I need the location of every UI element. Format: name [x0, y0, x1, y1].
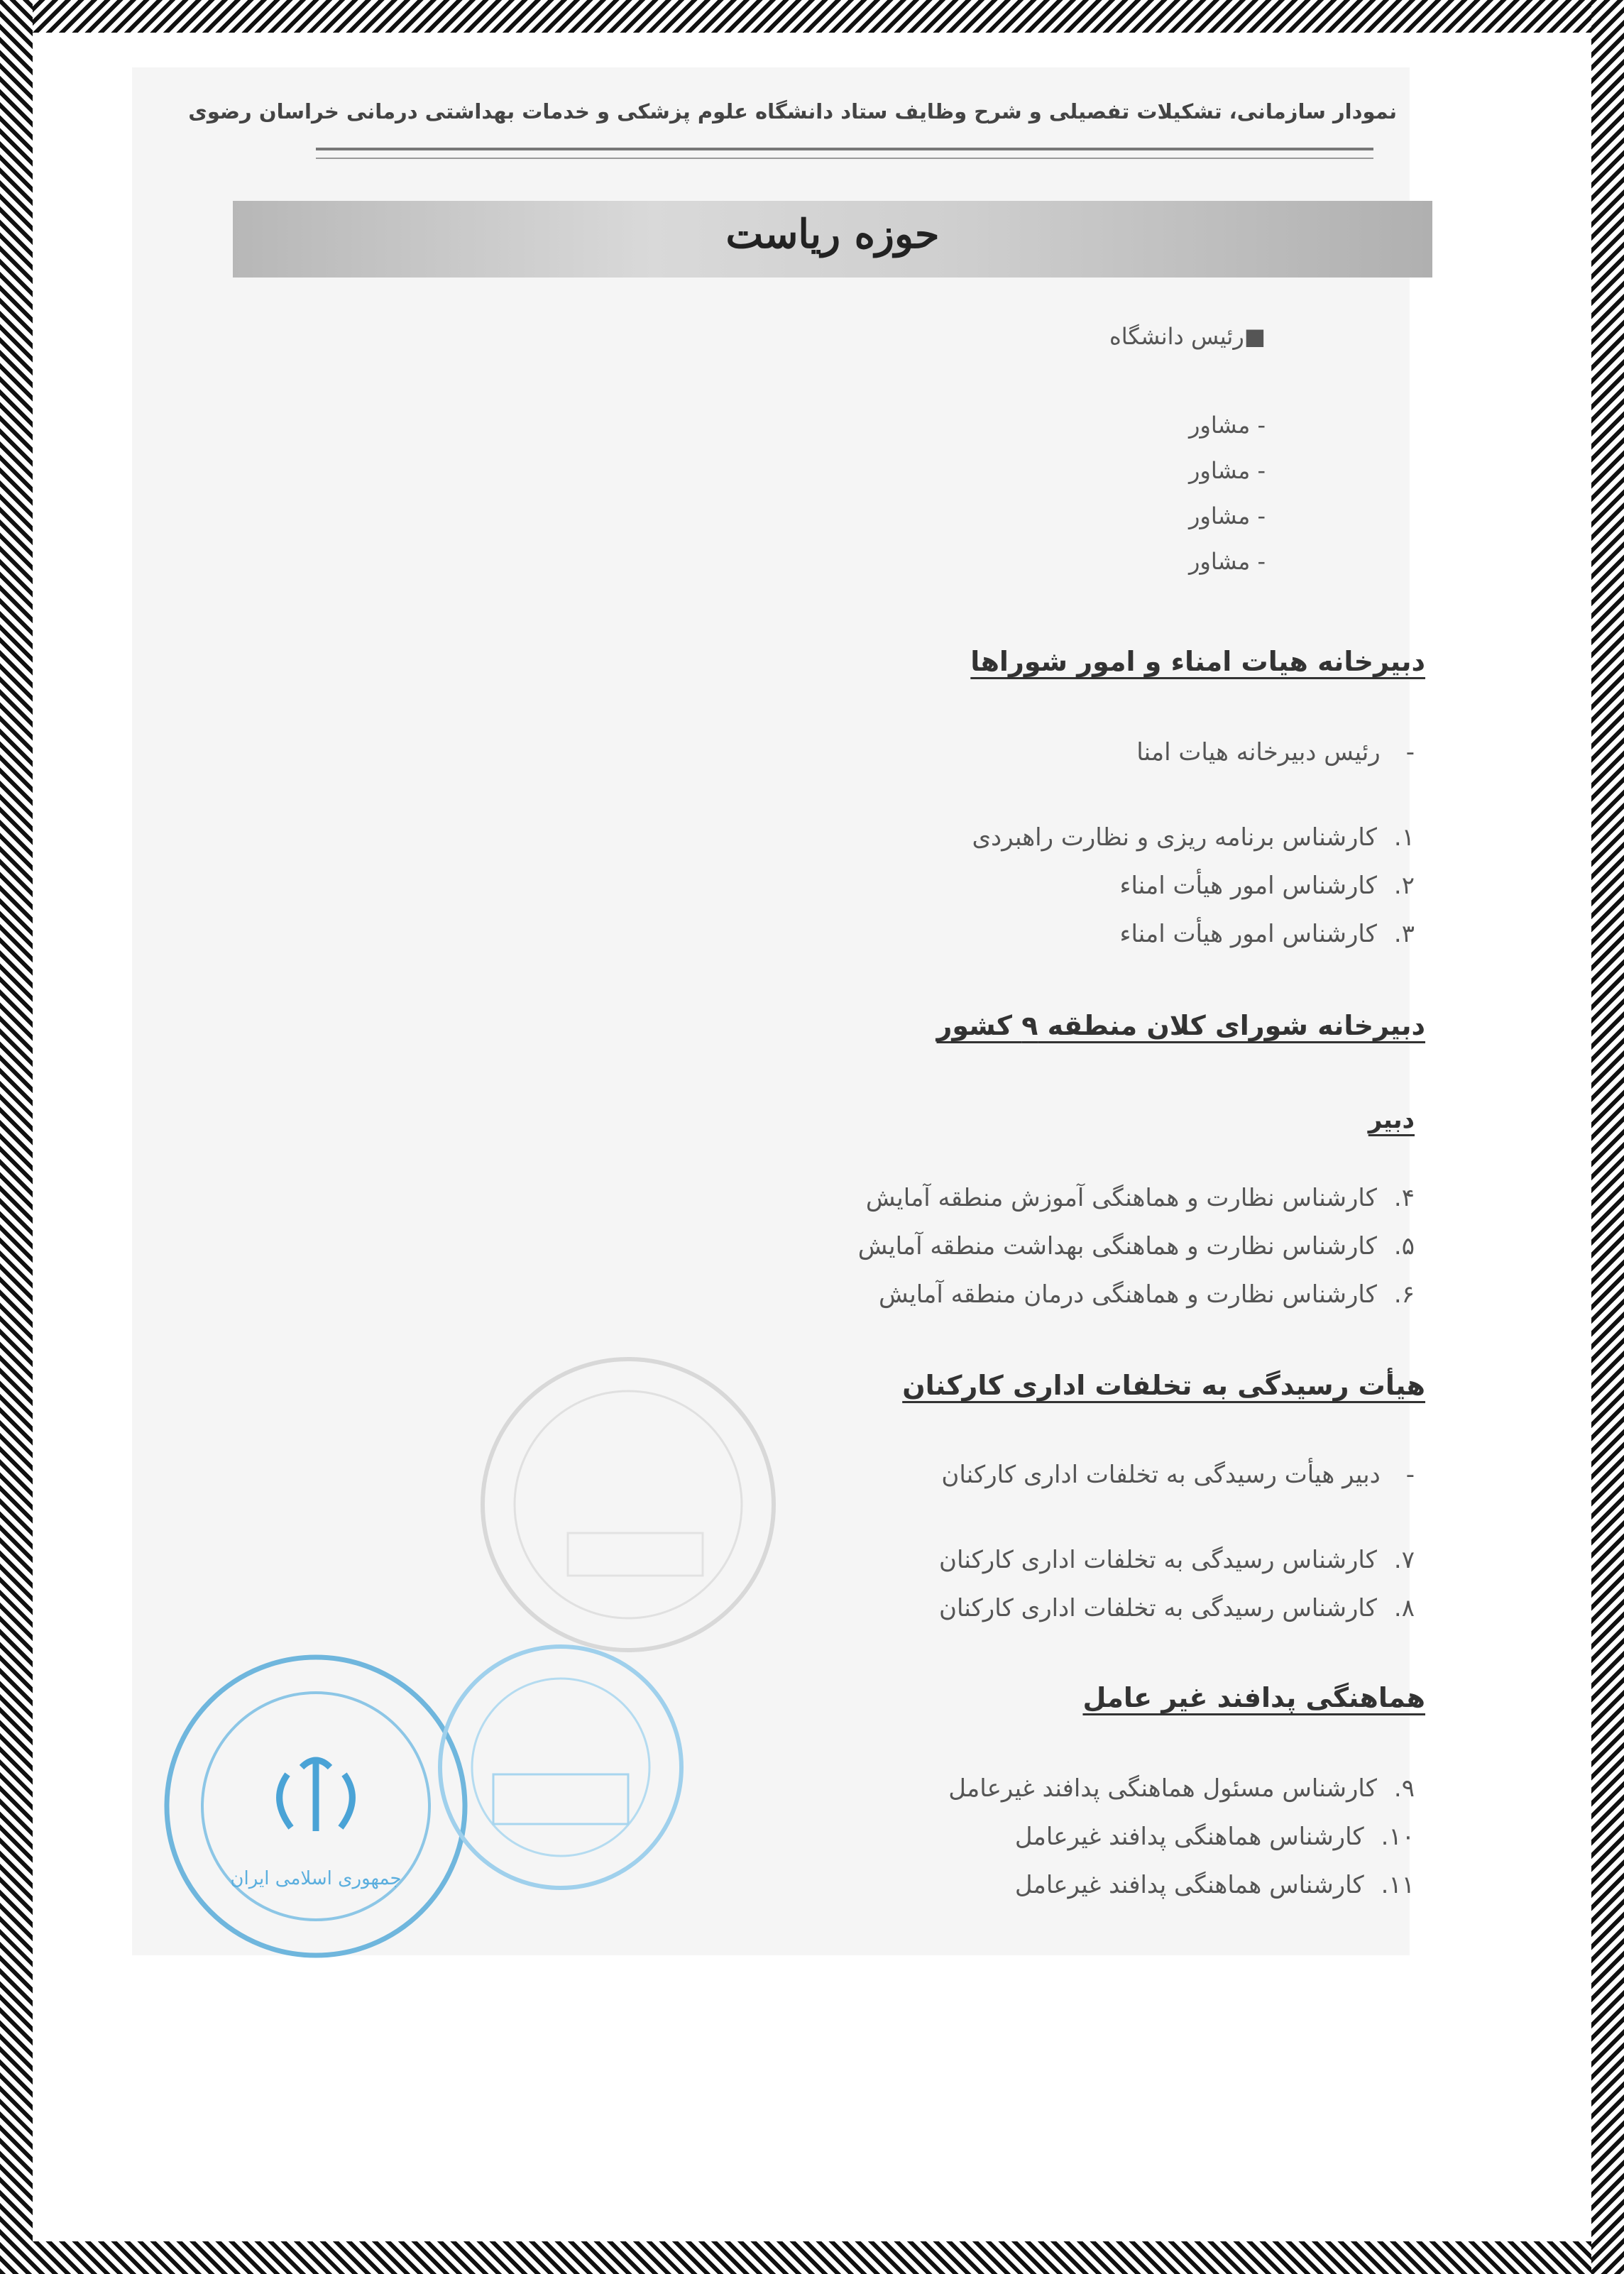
list-item: [879, 1280, 1415, 1309]
bullet-dash: -: [1405, 1461, 1415, 1489]
section-subheading-secretary: دبیر: [1368, 1106, 1415, 1134]
item-text: کارشناس رسیدگی به تخلفات اداری کارکنان: [939, 1546, 1377, 1574]
item-number: ۳.: [1393, 920, 1415, 948]
page-border-top: [0, 0, 1624, 33]
item-number: ۱۰.: [1381, 1823, 1415, 1851]
page-border-right: [1591, 0, 1624, 2274]
item-text: کارشناس امور هیأت امناء: [1119, 920, 1377, 948]
president-label: [1109, 323, 1266, 350]
item-number: ۱.: [1393, 823, 1415, 852]
item-text: کارشناس نظارت و هماهنگی درمان منطقه آمایش: [878, 1280, 1377, 1309]
list-item: [858, 1232, 1415, 1260]
list-item: [866, 1184, 1415, 1212]
section-bullet: [1136, 738, 1415, 767]
bullet-text: رئیس دبیرخانه هیات امنا: [1136, 738, 1381, 767]
item-text: کارشناس نظارت و هماهنگی آموزش منطقه آمایش: [865, 1184, 1377, 1212]
page-border-bottom: [0, 2241, 1624, 2274]
item-number: ۲.: [1393, 872, 1415, 900]
list-item: [972, 823, 1415, 852]
item-text: کارشناس مسئول هماهنگی پدافند غیرعامل: [948, 1774, 1377, 1803]
item-text: کارشناس هماهنگی پدافند غیرعامل: [1014, 1871, 1364, 1899]
list-item: [1015, 1823, 1415, 1851]
secondary-stamp: [426, 1632, 696, 1902]
seal-text: جمهوری اسلامی ایران: [230, 1868, 402, 1889]
advisor-item: - مشاور: [1188, 412, 1266, 439]
item-number: ۷.: [1393, 1546, 1415, 1574]
item-text: کارشناس برنامه ریزی و نظارت راهبردی: [972, 823, 1377, 852]
header-rule-thin: [316, 158, 1373, 159]
title-bar: [233, 201, 1432, 278]
item-number: ۶.: [1393, 1280, 1415, 1309]
section-heading-board-of-trustees: دبیرخانه هیات امناء و امور شوراها: [970, 646, 1425, 677]
item-number: ۹.: [1393, 1774, 1415, 1803]
list-item: [939, 1546, 1415, 1574]
item-number: ۸.: [1393, 1594, 1415, 1622]
item-text: کارشناس امور هیأت امناء: [1119, 872, 1377, 900]
item-number: ۱۱.: [1381, 1871, 1415, 1899]
page-title: حوزه ریاست: [725, 211, 940, 258]
header-rule: [316, 148, 1373, 150]
president-text: رئیس دانشگاه: [1109, 323, 1244, 350]
document-header: نمودار سازمانی، تشکیلات تفصیلی و شرح وظایف ستاد دانشگاه علوم پزشکی و خدمات بهداشتی درمانی خراسان رضوی: [188, 99, 1397, 123]
advisor-item: - مشاور: [1188, 548, 1266, 575]
faded-stamp: [461, 1341, 795, 1668]
page-border-left: [0, 0, 33, 2274]
list-item: [1119, 920, 1415, 948]
list-item: [1119, 872, 1415, 900]
section-heading-violations-board: هیأت رسیدگی به تخلفات اداری کارکنان: [902, 1370, 1425, 1401]
emblem-icon: [280, 1760, 353, 1831]
section-heading-passive-defense: هماهنگی پدافند غیر عامل: [1082, 1682, 1425, 1713]
advisor-item: - مشاور: [1188, 457, 1266, 484]
advisor-item: - مشاور: [1188, 502, 1266, 529]
item-number: ۴.: [1393, 1184, 1415, 1212]
president-bullet: ■: [1244, 323, 1266, 350]
bullet-text: دبیر هیأت رسیدگی به تخلفات اداری کارکنان: [941, 1461, 1381, 1489]
item-text: کارشناس هماهنگی پدافند غیرعامل: [1014, 1823, 1364, 1851]
list-item: [948, 1774, 1415, 1803]
item-number: ۵.: [1393, 1232, 1415, 1260]
list-item: [939, 1594, 1415, 1622]
item-text: کارشناس نظارت و هماهنگی بهداشت منطقه آمایش: [857, 1232, 1377, 1260]
section-bullet: [941, 1461, 1415, 1489]
section-heading-regional-council: دبیرخانه شورای کلان منطقه ۹ کشور: [936, 1010, 1425, 1041]
list-item: [1015, 1871, 1415, 1899]
item-text: کارشناس رسیدگی به تخلفات اداری کارکنان: [939, 1594, 1377, 1622]
bullet-dash: -: [1405, 738, 1415, 767]
